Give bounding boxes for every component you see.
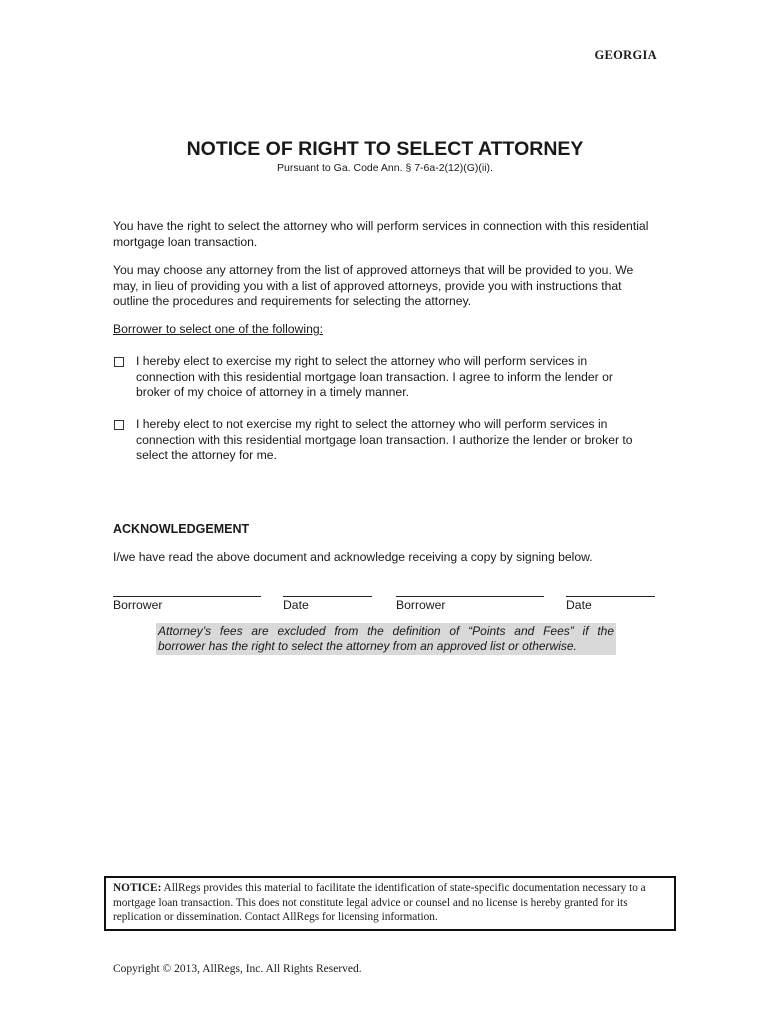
intro-paragraph: You have the right to select the attorney who will perform services in connection with this residential mortgage loan transaction. [113,219,649,249]
borrower-2-signature-line[interactable] [396,596,544,597]
acknowledgement-text: I/we have read the above document and acknowledge receiving a copy by signing below. [113,550,593,564]
attorney-list-paragraph: You may choose any attorney from the list of approved attorneys that will be provided to you. We may, in lieu of providing you with a list of approved attorneys, provide you with instructions that outline the procedures and requirements for selecting the attorney. [113,263,634,308]
date-1-label: Date [283,598,309,612]
date-2-label: Date [566,598,592,612]
option-exercise-text: I hereby elect to exercise my right to select the attorney who will perform services in connection with this residential mortgage loan transaction. I agree to inform the lender or broker of my choice of attorney in a timely manner. [136,354,613,399]
borrower-1-signature-line[interactable] [113,596,261,597]
date-1-line[interactable] [283,596,372,597]
date-2-line[interactable] [566,596,655,597]
attorney-fees-note-line-2: borrower has the right to select the attorney from an approved list or otherwise. [158,639,577,653]
copyright-footer: Copyright © 2013, AllRegs, Inc. All Rights Reserved. [113,963,362,975]
attorney-fees-note-line-1: Attorney’s fees are excluded from the definition of “Points and Fees” if the [158,624,614,638]
borrower-1-label: Borrower [113,598,163,612]
selection-instruction [113,322,658,338]
state-label: GEORGIA [594,48,657,62]
statute-citation: Pursuant to Ga. Code Ann. § 7-6a-2(12)(G)(ii). [277,162,493,174]
option-exercise-checkbox[interactable] [114,357,124,367]
option-waive-text: I hereby elect to not exercise my right to select the attorney who will perform services in connection with this residential mortgage loan transaction. I authorize the lender or broker to select the attorney for me. [136,417,633,462]
notice-text: AllRegs provides this material to facilitate the identification of state-specific documentation necessary to a mortgage loan transaction. This does not constitute legal advice or counsel and no license is hereby granted for its replication or dissemination. Contact AllRegs for licensing information. [113,882,646,923]
notice-box [104,876,676,931]
option-waive-checkbox[interactable] [114,420,124,430]
selection-instruction-label: Borrower to select one of the following: [113,322,324,336]
borrower-2-label: Borrower [396,598,446,612]
notice-label: NOTICE: [113,882,162,894]
attorney-fees-note [156,623,616,655]
acknowledgement-heading: ACKNOWLEDGEMENT [113,522,250,536]
page-title: NOTICE OF RIGHT TO SELECT ATTORNEY [186,138,584,160]
